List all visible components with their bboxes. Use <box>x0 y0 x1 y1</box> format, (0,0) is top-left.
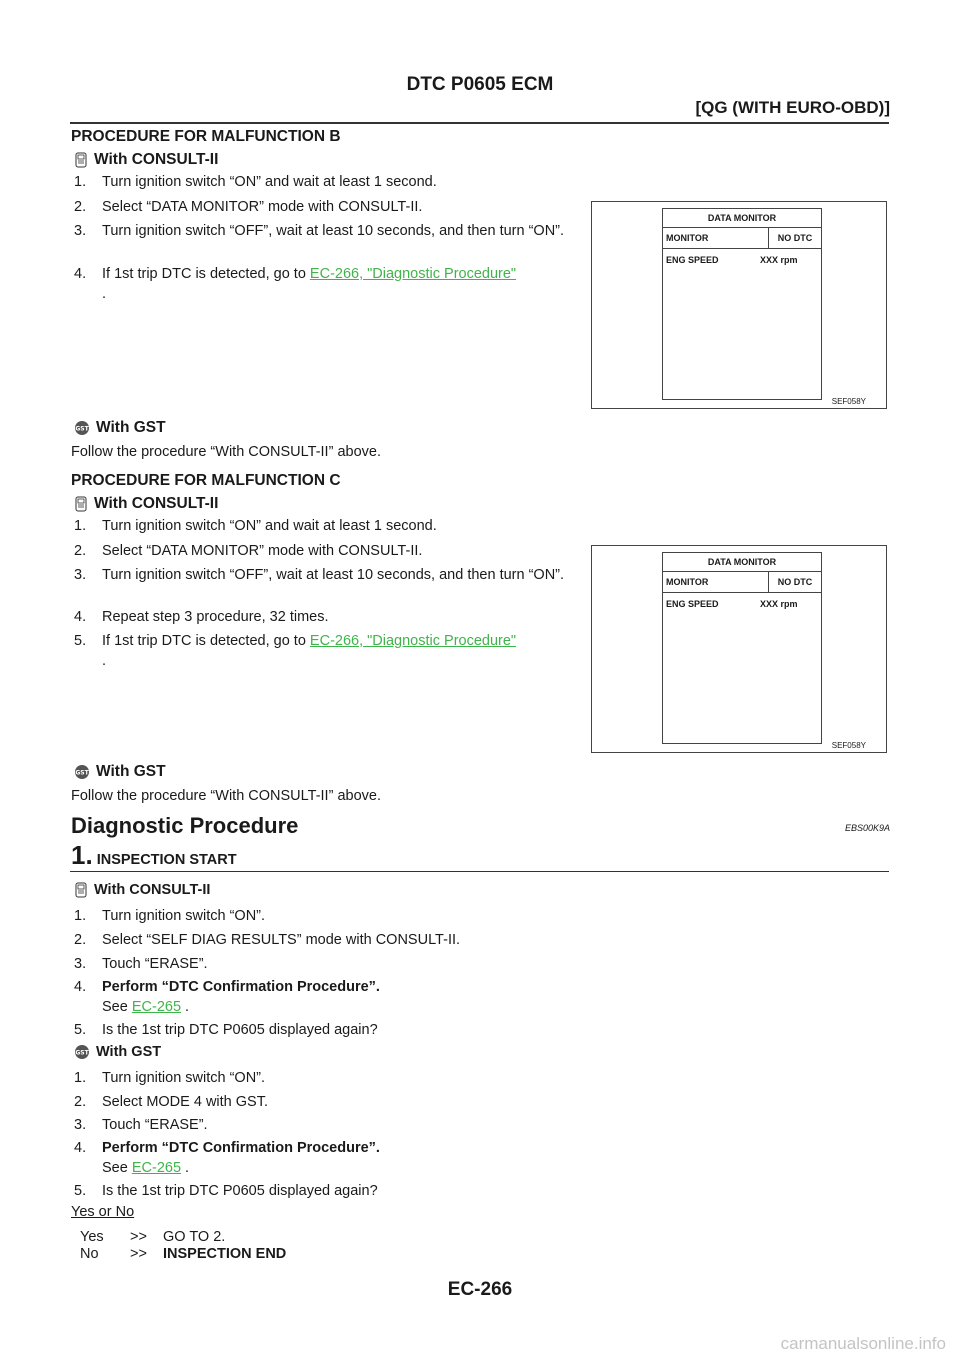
step-number: 2. <box>74 199 87 215</box>
consult-icon <box>74 882 88 898</box>
step-number: 1. <box>74 518 87 534</box>
step-text <box>102 541 580 561</box>
step-text <box>102 930 580 950</box>
step-main-text: Touch “ERASE”. <box>102 1117 208 1133</box>
step-main-text: Select MODE 4 with GST. <box>102 1094 268 1110</box>
step-main-text: Turn ignition switch “ON” and wait at least 1 second. <box>102 174 437 190</box>
step-text <box>102 1115 580 1135</box>
step-number: 4. <box>74 1140 87 1156</box>
step-number: 5. <box>74 633 87 649</box>
col-monitor: MONITOR <box>663 572 769 592</box>
step-number: 4. <box>74 979 87 995</box>
screen-columns <box>663 228 821 249</box>
row-value: XXX rpm <box>760 255 798 265</box>
step-item <box>74 1020 582 1040</box>
step-main-text: Select “SELF DIAG RESULTS” mode with CONSULT-II. <box>102 932 461 948</box>
step-number: 1. <box>71 840 93 870</box>
step-item <box>74 172 582 192</box>
step-item <box>74 607 582 627</box>
step-item <box>74 906 582 926</box>
step-main-text: Turn ignition switch “ON”. <box>102 908 266 924</box>
answer-key: Yes <box>80 1229 104 1245</box>
step-number: 3. <box>74 567 87 583</box>
step-text <box>102 1138 580 1178</box>
step-rule <box>70 871 889 872</box>
step-number: 1. <box>74 1070 87 1086</box>
step-text <box>102 1092 580 1112</box>
step-text <box>102 516 580 536</box>
step-text <box>102 631 580 671</box>
section-c-gst-heading <box>74 763 166 781</box>
step-item <box>74 197 582 217</box>
step-item <box>74 565 582 585</box>
section-c-title: PROCEDURE FOR MALFUNCTION C <box>71 472 341 489</box>
step-text <box>102 906 580 926</box>
yes-or-no-label: Yes or No <box>71 1204 135 1220</box>
consult-icon <box>74 496 88 512</box>
step-see-text: See <box>102 999 132 1015</box>
step-text <box>102 1181 580 1201</box>
step-trailing-text: . <box>102 286 107 302</box>
step-main-text: Perform “DTC Confirmation Procedure”. <box>102 979 380 995</box>
step-item <box>74 264 582 304</box>
page-subtitle: [QG (WITH EURO-OBD)] <box>695 98 890 117</box>
step-number: 5. <box>74 1183 87 1199</box>
section-b-title: PROCEDURE FOR MALFUNCTION B <box>71 128 341 145</box>
step-link[interactable]: EC-266, "Diagnostic Procedure" <box>309 633 517 649</box>
step-main-text: Turn ignition switch “ON”. <box>102 1070 266 1086</box>
step-number: 4. <box>74 266 87 282</box>
consult-label: With CONSULT-II <box>94 151 219 168</box>
step-text <box>102 565 580 585</box>
step-main-text: If 1st trip DTC is detected, go to <box>102 633 310 649</box>
step-item <box>74 930 582 950</box>
answer-key: No <box>80 1246 99 1262</box>
row-label: ENG SPEED <box>666 599 719 609</box>
step-number: 2. <box>74 543 87 559</box>
step-trailing-text: . <box>102 653 107 669</box>
row-label: ENG SPEED <box>666 255 719 265</box>
page-number: EC-266 <box>447 1279 513 1300</box>
step-text <box>102 172 580 192</box>
step-text <box>102 264 580 304</box>
data-monitor-screen <box>662 208 822 400</box>
section-b-gst-text: Follow the procedure “With CONSULT-II” above. <box>71 444 381 460</box>
step-main-text: Turn ignition switch “OFF”, wait at least 10 seconds, and then turn “ON”. <box>102 567 565 583</box>
answer-yes <box>80 1229 225 1245</box>
page-title: DTC P0605 ECM <box>406 74 554 95</box>
step-text <box>102 607 580 627</box>
data-monitor-figure-b <box>591 201 887 409</box>
step-item <box>74 1115 582 1135</box>
step-number: 4. <box>74 609 87 625</box>
data-monitor-screen <box>662 552 822 744</box>
answer-arrow: >> <box>130 1229 147 1245</box>
step-number: 3. <box>74 223 87 239</box>
header-rule <box>70 122 889 124</box>
step-main-text: Repeat step 3 procedure, 32 times. <box>102 609 329 625</box>
step-main-text: Is the 1st trip DTC P0605 displayed again? <box>102 1022 378 1038</box>
step-text <box>102 221 580 241</box>
watermark: carmanualsonline.info <box>780 1334 946 1353</box>
step-main-text: Perform “DTC Confirmation Procedure”. <box>102 1140 380 1156</box>
step-item <box>74 1092 582 1112</box>
gst-icon <box>74 764 90 780</box>
step-main-text: Touch “ERASE”. <box>102 956 208 972</box>
step-item <box>74 631 582 671</box>
figure-code: SEF058Y <box>831 397 866 406</box>
step-title: INSPECTION START <box>96 852 237 868</box>
data-monitor-figure-c <box>591 545 887 753</box>
section-b-gst-heading <box>74 419 166 437</box>
answer-value: INSPECTION END <box>163 1246 287 1262</box>
step-see-text: See <box>102 1160 132 1176</box>
gst-label: With GST <box>96 419 166 436</box>
step-item <box>74 541 582 561</box>
step-item <box>74 516 582 536</box>
gst-label: With GST <box>96 763 166 780</box>
diag-consult-heading <box>74 882 210 898</box>
step-main-text: If 1st trip DTC is detected, go to <box>102 266 310 282</box>
figure-code: SEF058Y <box>831 741 866 750</box>
gst-icon <box>74 1044 90 1060</box>
col-monitor: MONITOR <box>663 228 769 248</box>
step-item <box>74 1181 582 1201</box>
step-number: 2. <box>74 1094 87 1110</box>
gst-label: With GST <box>96 1044 162 1060</box>
screen-row <box>663 249 821 265</box>
step-text <box>102 1068 580 1088</box>
gst-icon <box>74 420 90 436</box>
step-number: 2. <box>74 932 87 948</box>
step-item <box>74 1138 582 1178</box>
step-item <box>74 221 582 241</box>
col-no-dtc: NO DTC <box>777 233 813 243</box>
step-text <box>102 954 580 974</box>
step-link[interactable]: EC-266, "Diagnostic Procedure" <box>309 266 517 282</box>
row-value: XXX rpm <box>760 599 798 609</box>
section-b-consult-heading <box>74 151 218 169</box>
step-main-text: Turn ignition switch “ON” and wait at least 1 second. <box>102 518 437 534</box>
screen-row <box>663 593 821 609</box>
step-item <box>74 1068 582 1088</box>
step-trailing-text: . <box>181 999 190 1015</box>
step-link[interactable]: EC-265 <box>131 1160 182 1176</box>
consult-label: With CONSULT-II <box>94 495 219 512</box>
screen-title: DATA MONITOR <box>663 209 821 228</box>
step-number: 1. <box>74 174 87 190</box>
answer-arrow: >> <box>130 1246 147 1262</box>
step-main-text: Is the 1st trip DTC P0605 displayed again? <box>102 1183 378 1199</box>
answer-value: GO TO 2. <box>163 1229 226 1245</box>
consult-label: With CONSULT-II <box>94 882 211 898</box>
screen-title: DATA MONITOR <box>663 553 821 572</box>
diagnostic-procedure-code: EBS00K9A <box>844 823 890 833</box>
col-no-dtc: NO DTC <box>777 577 813 587</box>
step-link[interactable]: EC-265 <box>131 999 182 1015</box>
section-c-gst-text: Follow the procedure “With CONSULT-II” above. <box>71 788 381 804</box>
step-main-text: Select “DATA MONITOR” mode with CONSULT-II. <box>102 199 423 215</box>
step-number: 3. <box>74 1117 87 1133</box>
inspection-step-heading <box>71 840 237 871</box>
section-c-consult-heading <box>74 495 218 513</box>
step-text <box>102 1020 580 1040</box>
screen-columns <box>663 572 821 593</box>
answer-no <box>80 1246 286 1262</box>
step-main-text: Select “DATA MONITOR” mode with CONSULT-II. <box>102 543 423 559</box>
step-main-text: Turn ignition switch “OFF”, wait at least 10 seconds, and then turn “ON”. <box>102 223 565 239</box>
step-trailing-text: . <box>181 1160 190 1176</box>
step-text <box>102 977 580 1017</box>
step-item <box>74 977 582 1017</box>
step-item <box>74 954 582 974</box>
step-number: 5. <box>74 1022 87 1038</box>
step-number: 3. <box>74 956 87 972</box>
diagnostic-procedure-title: Diagnostic Procedure <box>71 813 299 838</box>
step-number: 1. <box>74 908 87 924</box>
consult-icon <box>74 152 88 168</box>
diag-gst-heading <box>74 1044 161 1060</box>
step-text <box>102 197 580 217</box>
